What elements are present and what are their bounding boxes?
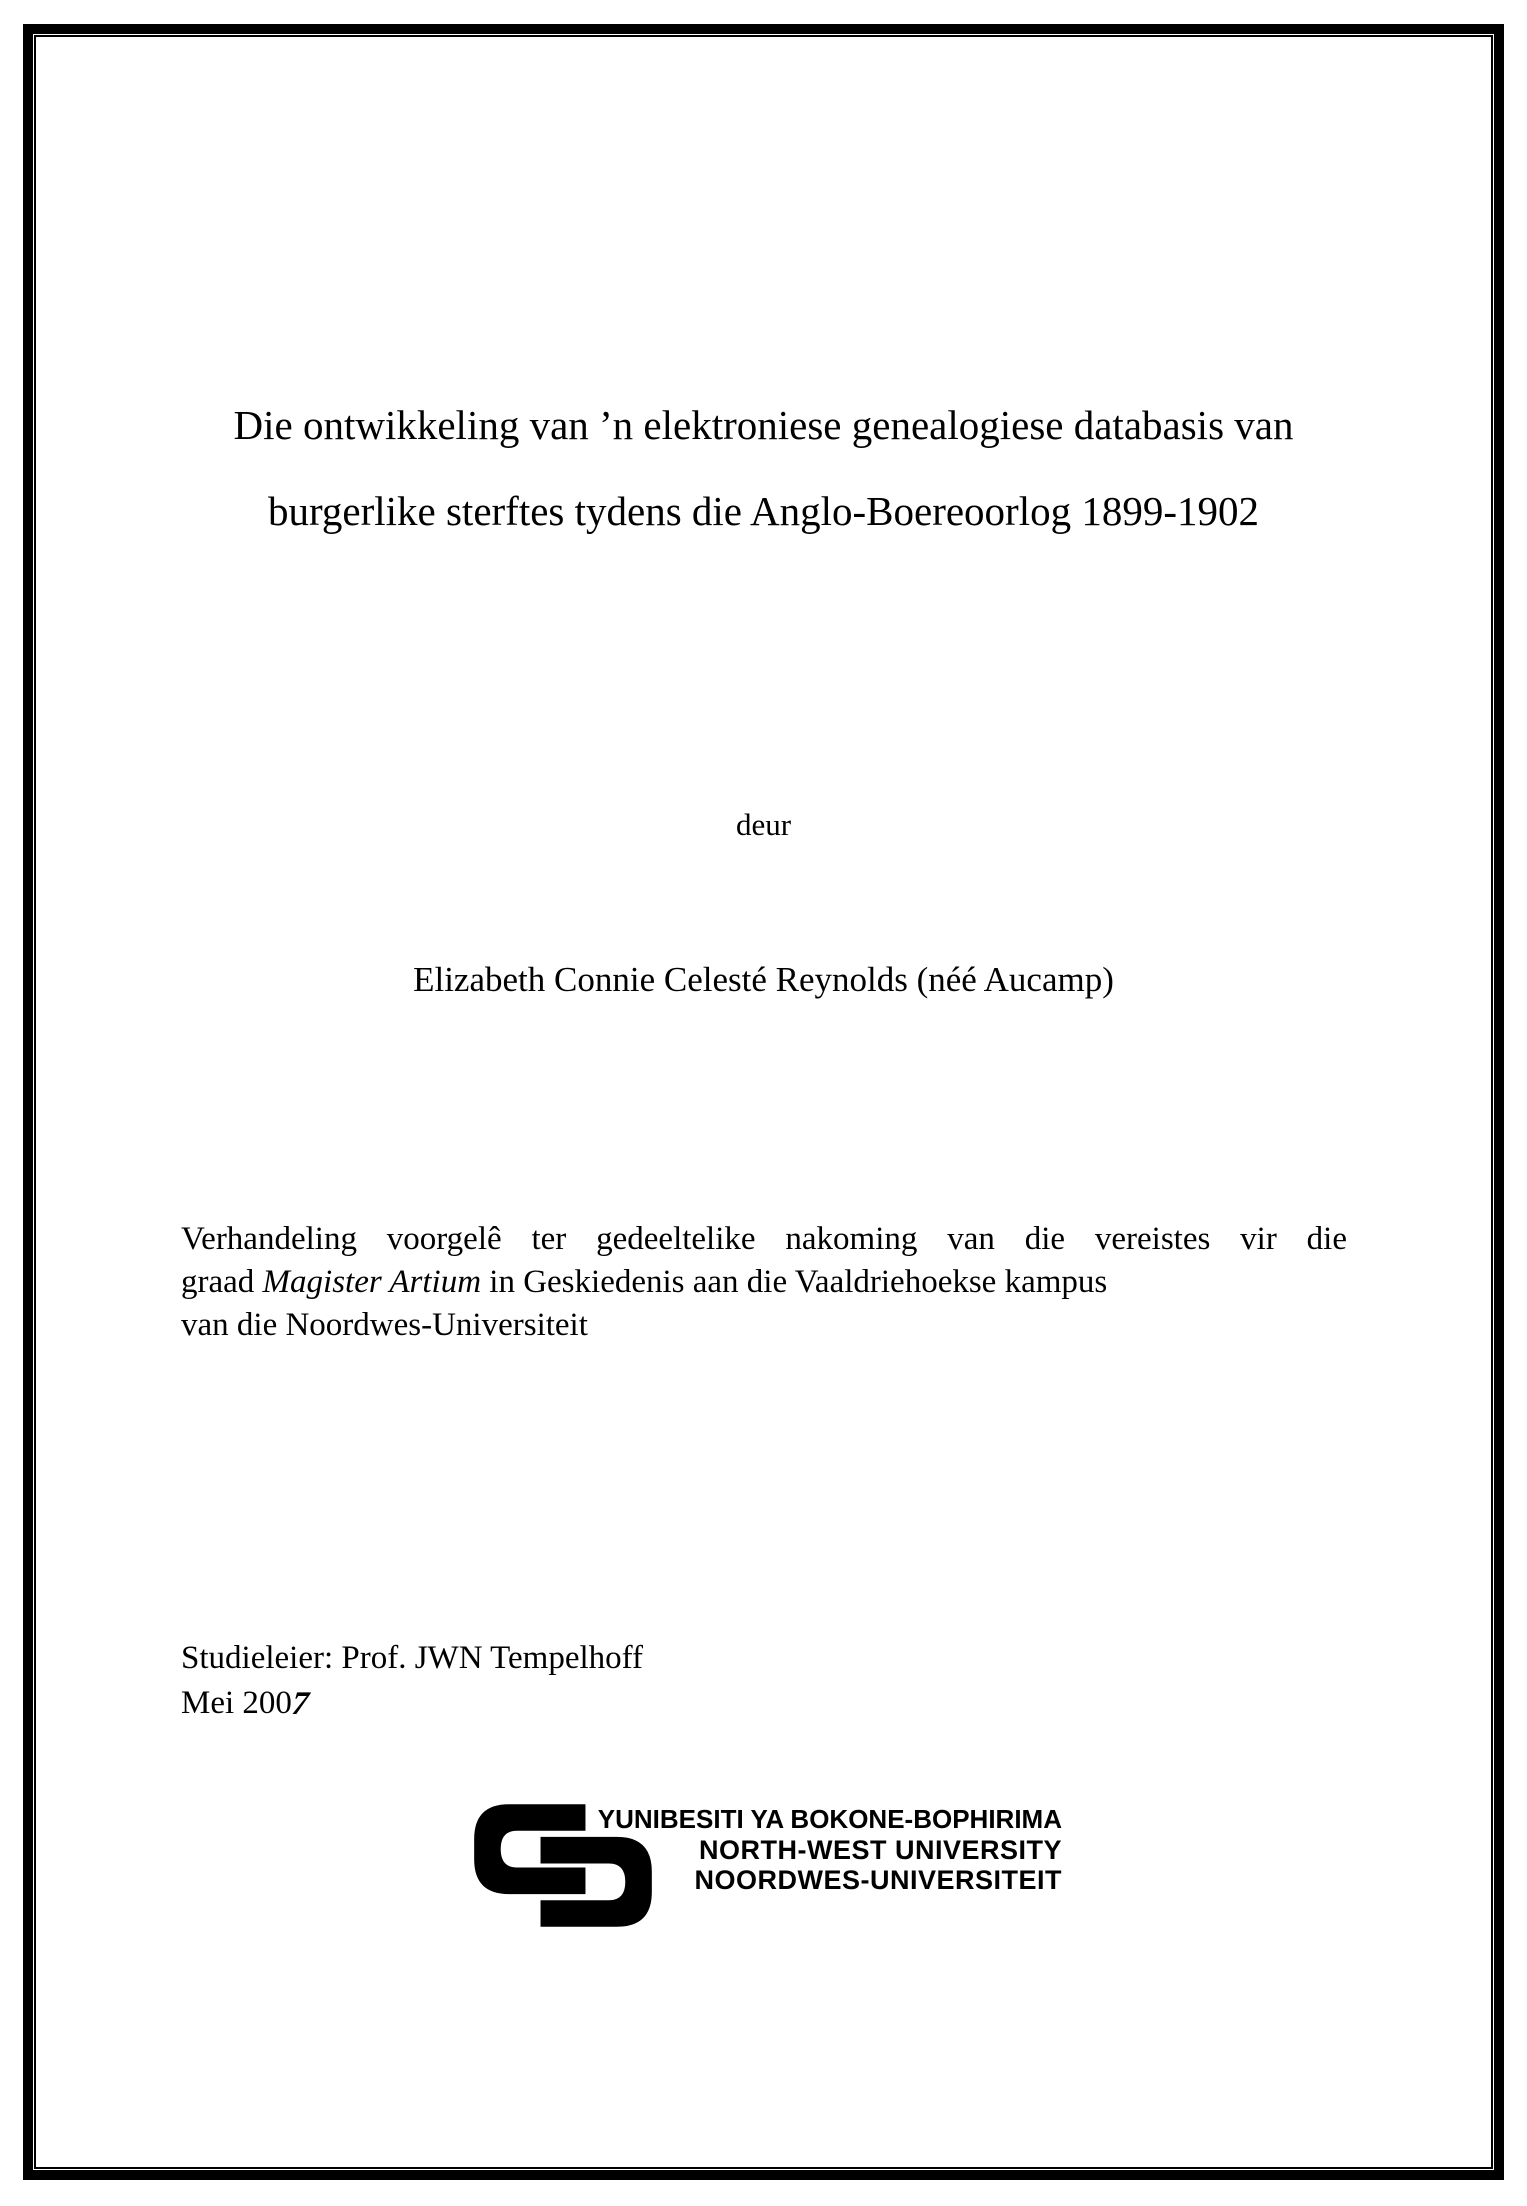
degree-statement-line-1: Verhandeling voorgelê ter gedeeltelike nakoming van die vereistes vir die (181, 1221, 1347, 1257)
thesis-title-line-1: Die ontwikkeling van ’n elektroniese genealogiese databasis van (233, 402, 1294, 448)
thesis-title-line-2: burgerlike sterftes tydens die Anglo-Boereoorlog 1899-1902 (267, 488, 1259, 534)
author-name: Elizabeth Connie Celesté Reynolds (néé Aucamp) (413, 960, 1114, 999)
degree-statement (181, 1218, 1347, 1347)
nwu-logo-text-afrikaans: NOORDWES-UNIVERSITEIT (694, 1865, 1062, 1895)
supervisor-and-date (181, 1636, 643, 1726)
date-prefix: Mei 200 (181, 1685, 292, 1721)
degree-statement-line-2 (181, 1261, 1347, 1304)
nwu-logo-wordmark (588, 1803, 1062, 1895)
date-line (181, 1681, 643, 1726)
degree-statement-line-2-post: in Geskiedenis aan die Vaaldriehoekse kampus (481, 1264, 1108, 1300)
nwu-logo (466, 1800, 1066, 1940)
date-last-digit: 7 (286, 1686, 314, 1722)
nwu-logo-text-english: NORTH-WEST UNIVERSITY (698, 1835, 1062, 1865)
degree-statement-line-2-pre: graad (181, 1264, 263, 1300)
degree-statement-line-3: van die Noordwes-Universiteit (181, 1307, 588, 1343)
byline-deur: deur (735, 807, 792, 842)
supervisor-line: Studieleier: Prof. JWN Tempelhoff (181, 1640, 644, 1676)
nwu-logo-text-setswana: YUNIBESITI YA BOKONE-BOPHIRIMA (597, 1804, 1062, 1834)
degree-name-italic: Magister Artium (262, 1264, 482, 1300)
thesis-title (90, 382, 1437, 554)
